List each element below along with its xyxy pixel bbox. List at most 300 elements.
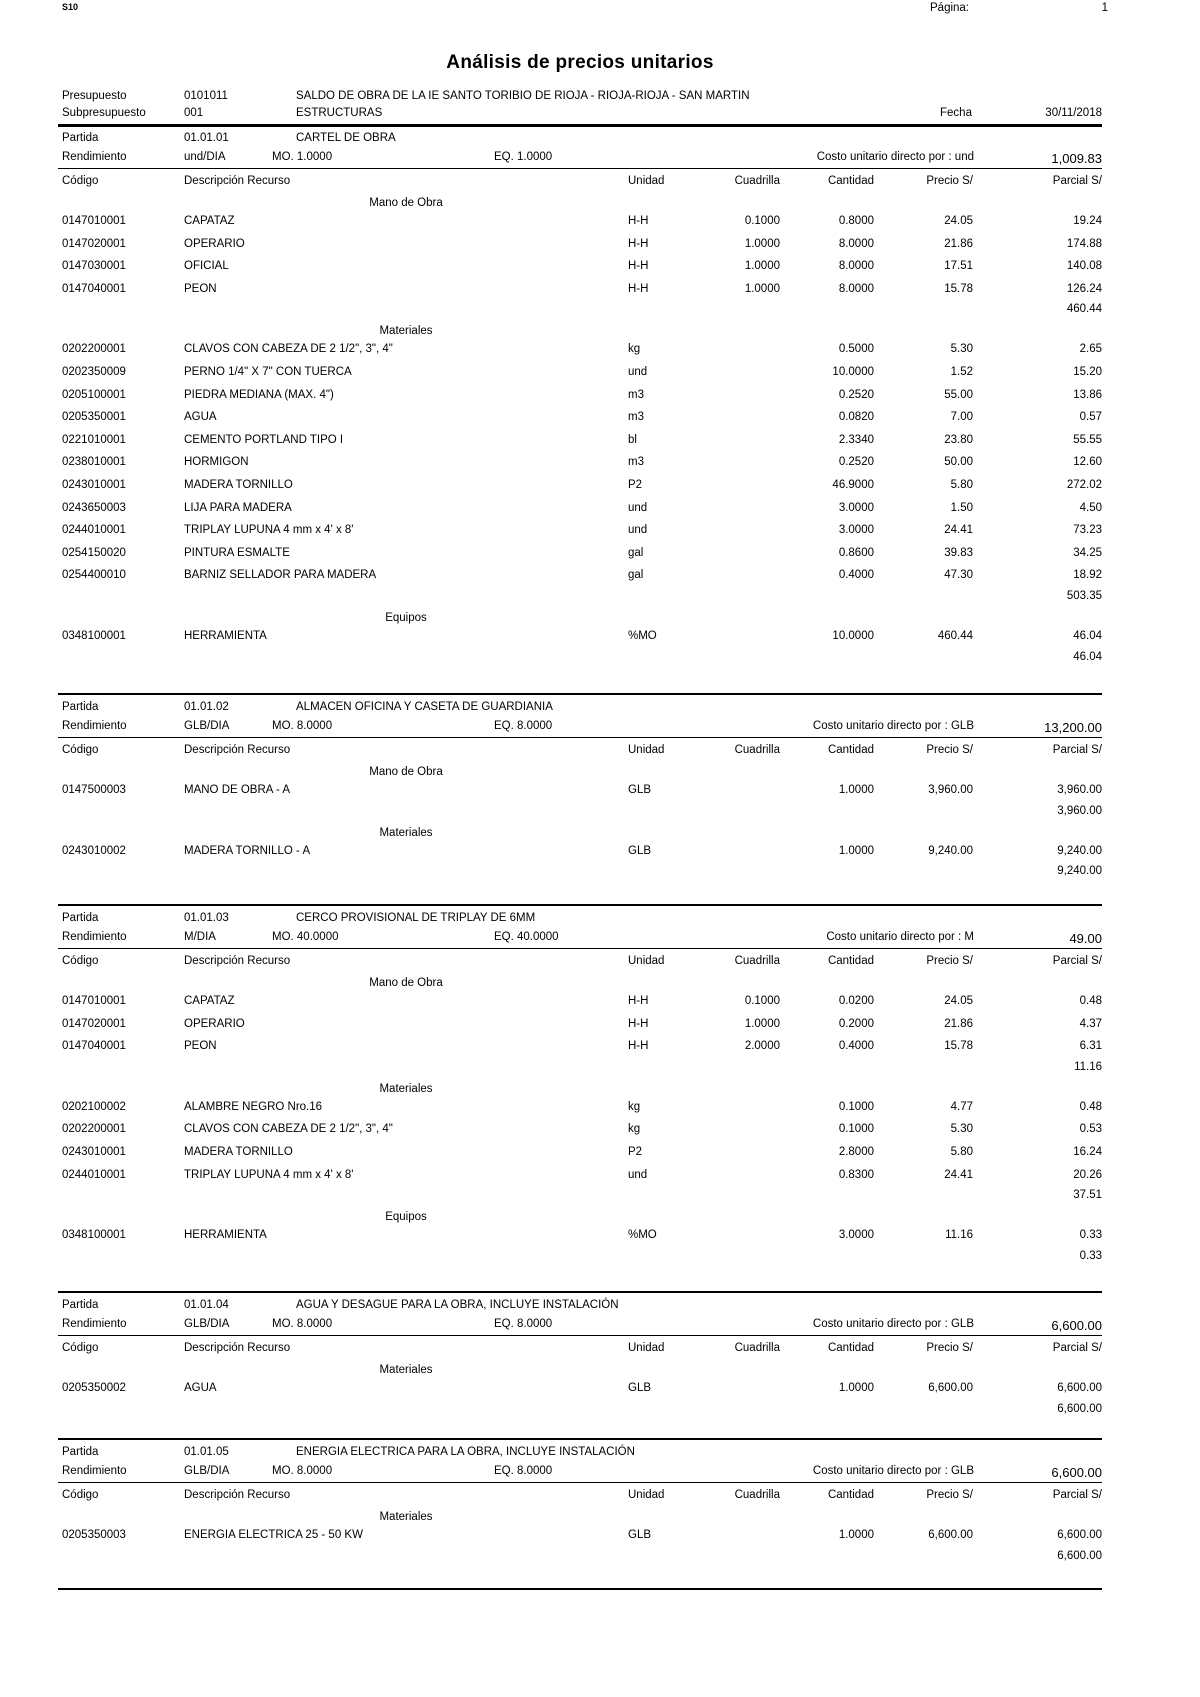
group-heading: Equipos <box>385 1211 427 1224</box>
resource-cantidad: 3.0000 <box>838 1229 874 1242</box>
partida-code: 01.01.02 <box>184 701 229 713</box>
partida-label: Partida <box>62 912 99 924</box>
resource-code: 0147040001 <box>62 1040 126 1053</box>
resource-code: 0348100001 <box>62 630 126 642</box>
group-subtotal: 0.33 <box>1079 1249 1102 1262</box>
rendimiento-unit: GLB/DIA <box>184 1465 230 1477</box>
resource-cantidad: 3.0000 <box>838 524 874 537</box>
group-subtotal: 9,240.00 <box>1057 865 1102 878</box>
resource-description: LIJA PARA MADERA <box>184 501 292 514</box>
costo-label: Costo unitario directo por : GLB <box>812 720 974 732</box>
partida-label: Partida <box>62 701 99 713</box>
resource-cantidad: 0.0820 <box>838 411 874 424</box>
resource-description: AGUA <box>184 1382 217 1394</box>
resource-cantidad: 10.0000 <box>832 630 874 642</box>
costo-value: 49.00 <box>1069 931 1102 946</box>
eq-value: EQ. 8.0000 <box>494 720 553 732</box>
resource-precio: 4.77 <box>950 1100 973 1113</box>
col-unidad: Unidad <box>628 1489 665 1501</box>
mo-value: MO. 40.0000 <box>272 931 339 943</box>
resource-unit: m3 <box>628 388 644 401</box>
group-heading: Materiales <box>379 826 433 839</box>
rendimiento-row <box>0 1465 1200 1481</box>
resource-row <box>0 343 1200 359</box>
resource-code: 0205100001 <box>62 388 126 401</box>
resource-unit: H-H <box>628 282 649 295</box>
group-subtotal: 460.44 <box>1066 303 1102 316</box>
resource-unit: kg <box>628 1100 641 1113</box>
resource-description: MADERA TORNILLO <box>184 479 293 491</box>
partida-label: Partida <box>62 1446 99 1458</box>
resource-unit: m3 <box>628 456 644 469</box>
rendimiento-unit: und/DIA <box>184 151 226 163</box>
resource-code: 0147010001 <box>62 215 126 227</box>
resource-cuadrilla: 1.0000 <box>744 282 780 295</box>
resource-parcial: 0.53 <box>1079 1123 1102 1136</box>
resource-cantidad: 0.1000 <box>838 1123 874 1136</box>
resource-unit: H-H <box>628 215 649 227</box>
partida-name: AGUA Y DESAGUE PARA LA OBRA, INCLUYE INSTALACIÓN <box>296 1299 619 1311</box>
rendimiento-label: Rendimiento <box>62 151 127 163</box>
resource-precio: 6,600.00 <box>928 1382 973 1394</box>
resource-description: CAPATAZ <box>184 215 235 227</box>
partida-label: Partida <box>62 1299 99 1311</box>
partida-code: 01.01.01 <box>184 132 229 144</box>
col-unidad: Unidad <box>628 744 665 756</box>
resource-row <box>0 1101 1200 1117</box>
resource-cantidad: 3.0000 <box>838 501 874 514</box>
resource-description: CLAVOS CON CABEZA DE 2 1/2", 3", 4" <box>184 1123 393 1136</box>
col-cuadrilla: Cuadrilla <box>734 744 780 756</box>
resource-precio: 39.83 <box>944 546 973 559</box>
resource-parcial: 15.20 <box>1073 366 1102 378</box>
resource-unit: H-H <box>628 237 649 250</box>
subpresupuesto-row <box>0 107 1200 123</box>
resource-row <box>0 434 1200 450</box>
resource-row <box>0 260 1200 276</box>
col-cantidad: Cantidad <box>827 1342 874 1354</box>
rendimiento-label: Rendimiento <box>62 720 127 732</box>
resource-parcial: 18.92 <box>1073 569 1102 582</box>
resource-description: PIEDRA MEDIANA (MAX. 4") <box>184 388 334 401</box>
resource-precio: 1.50 <box>950 501 973 514</box>
partida-code: 01.01.04 <box>184 1299 229 1311</box>
resource-cantidad: 1.0000 <box>838 1382 874 1394</box>
costo-value: 6,600.00 <box>1051 1318 1102 1333</box>
resource-parcial: 3,960.00 <box>1057 784 1102 796</box>
rendimiento-label: Rendimiento <box>62 1465 127 1477</box>
resource-unit: %MO <box>628 630 657 642</box>
resource-description: BARNIZ SELLADOR PARA MADERA <box>184 569 377 582</box>
page-number: 1 <box>1101 2 1108 14</box>
resource-code: 0221010001 <box>62 433 126 446</box>
col-codigo: Código <box>62 744 99 756</box>
page-bottom-rule <box>58 1588 1102 1590</box>
resource-code: 0238010001 <box>62 456 126 469</box>
software-mark: S10 <box>62 2 79 12</box>
resource-unit: P2 <box>628 1146 643 1158</box>
eq-value: EQ. 8.0000 <box>494 1465 553 1477</box>
resource-unit: GLB <box>628 1382 652 1394</box>
col-cuadrilla: Cuadrilla <box>734 1489 780 1501</box>
resource-description: MADERA TORNILLO <box>184 1146 293 1158</box>
resource-description: PINTURA ESMALTE <box>184 546 290 559</box>
resource-cantidad: 0.5000 <box>838 343 874 356</box>
resource-description: OPERARIO <box>184 237 245 250</box>
resource-description: TRIPLAY LUPUNA 4 mm x 4' x 8' <box>184 1168 354 1181</box>
costo-value: 1,009.83 <box>1051 151 1102 166</box>
resource-unit: %MO <box>628 1229 657 1242</box>
resource-cantidad: 0.2000 <box>838 1017 874 1030</box>
col-codigo: Código <box>62 1489 99 1501</box>
resource-code: 0205350001 <box>62 411 126 424</box>
group-subtotal: 11.16 <box>1074 1060 1102 1073</box>
resource-cuadrilla: 0.1000 <box>744 995 780 1007</box>
rendimiento-unit: M/DIA <box>184 931 216 943</box>
resource-row <box>0 456 1200 472</box>
mo-value: MO. 8.0000 <box>272 720 333 732</box>
resource-description: OFICIAL <box>184 260 229 273</box>
resource-cuadrilla: 1.0000 <box>744 1017 780 1030</box>
resource-cuadrilla: 1.0000 <box>744 260 780 273</box>
resource-precio: 23.80 <box>944 433 973 446</box>
col-cantidad: Cantidad <box>827 955 874 967</box>
group-heading: Materiales <box>379 325 433 338</box>
partida-top-rule <box>58 693 1102 695</box>
resource-row <box>0 784 1200 800</box>
rendimiento-unit: GLB/DIA <box>184 1318 230 1330</box>
resource-row <box>0 502 1200 518</box>
resource-unit: GLB <box>628 844 652 857</box>
resource-row <box>0 283 1200 299</box>
resource-precio: 15.78 <box>944 282 973 295</box>
resource-row <box>0 366 1200 382</box>
resource-cantidad: 2.8000 <box>838 1146 874 1158</box>
rendimiento-rule <box>58 168 1102 169</box>
resource-precio: 11.16 <box>945 1229 973 1242</box>
resource-parcial: 0.57 <box>1079 411 1102 424</box>
resource-cantidad: 8.0000 <box>838 260 874 273</box>
rendimiento-label: Rendimiento <box>62 1318 127 1330</box>
resource-parcial: 16.24 <box>1073 1146 1102 1158</box>
resource-description: OPERARIO <box>184 1017 245 1030</box>
resource-parcial: 6,600.00 <box>1057 1529 1102 1541</box>
partida-label: Partida <box>62 132 99 144</box>
column-header-row <box>0 955 1200 971</box>
resource-code: 0147010001 <box>62 995 126 1007</box>
costo-value: 13,200.00 <box>1044 720 1102 735</box>
resource-precio: 5.80 <box>950 479 973 491</box>
resource-row <box>0 1146 1200 1162</box>
col-codigo: Código <box>62 1342 99 1354</box>
page-label: Página: <box>930 2 970 14</box>
group-heading: Mano de Obra <box>369 766 443 778</box>
partida-name: ALMACEN OFICINA Y CASETA DE GUARDIANIA <box>296 701 553 713</box>
col-cuadrilla: Cuadrilla <box>734 955 780 967</box>
partida-row <box>0 1299 1200 1315</box>
group-heading: Materiales <box>379 1364 433 1376</box>
resource-row <box>0 1229 1200 1245</box>
resource-cuadrilla: 2.0000 <box>744 1040 780 1053</box>
resource-cantidad: 0.4000 <box>838 1040 874 1053</box>
col-precio: Precio S/ <box>926 1489 973 1501</box>
mo-value: MO. 8.0000 <box>272 1318 333 1330</box>
resource-row <box>0 1123 1200 1139</box>
resource-cantidad: 46.9000 <box>832 479 874 491</box>
resource-row <box>0 524 1200 540</box>
resource-cuadrilla: 0.1000 <box>744 215 780 227</box>
presupuesto-code: 0101011 <box>184 90 228 102</box>
resource-precio: 24.05 <box>944 995 973 1007</box>
partida-code: 01.01.03 <box>184 912 229 924</box>
resource-description: HORMIGON <box>184 456 249 469</box>
group-subtotal: 503.35 <box>1066 590 1102 602</box>
resource-row <box>0 1529 1200 1545</box>
resource-parcial: 19.24 <box>1073 215 1102 227</box>
col-unidad: Unidad <box>628 1342 665 1354</box>
resource-precio: 24.41 <box>944 524 973 537</box>
column-header-row <box>0 175 1200 191</box>
resource-unit: gal <box>628 546 644 559</box>
resource-precio: 7.00 <box>950 411 973 424</box>
resource-parcial: 2.65 <box>1079 343 1102 356</box>
col-descripcion: Descripción Recurso <box>184 744 291 756</box>
resource-description: AGUA <box>184 411 217 424</box>
page-header <box>0 2 1200 20</box>
resource-code: 0348100001 <box>62 1229 126 1242</box>
rendimiento-rule <box>58 948 1102 949</box>
col-cuadrilla: Cuadrilla <box>734 175 780 187</box>
rendimiento-row <box>0 720 1200 736</box>
resource-row <box>0 1018 1200 1034</box>
resource-parcial: 0.33 <box>1079 1229 1102 1242</box>
resource-precio: 460.44 <box>937 630 973 642</box>
resource-code: 0147030001 <box>62 260 126 273</box>
resource-precio: 24.41 <box>944 1168 973 1181</box>
col-descripcion: Descripción Recurso <box>184 175 291 187</box>
resource-row <box>0 479 1200 495</box>
col-precio: Precio S/ <box>926 744 973 756</box>
subpresupuesto-label: Subpresupuesto <box>62 107 146 119</box>
resource-code: 0147020001 <box>62 1017 126 1030</box>
partida-top-rule <box>58 1291 1102 1293</box>
rendimiento-row <box>0 1318 1200 1334</box>
partida-row <box>0 132 1200 148</box>
col-descripcion: Descripción Recurso <box>184 1489 291 1501</box>
partida-row <box>0 1446 1200 1462</box>
eq-value: EQ. 8.0000 <box>494 1318 553 1330</box>
resource-precio: 6,600.00 <box>928 1529 973 1541</box>
resource-row <box>0 845 1200 861</box>
resource-cantidad: 1.0000 <box>838 844 874 857</box>
group-subtotal: 6,600.00 <box>1057 1549 1102 1562</box>
resource-code: 0147040001 <box>62 282 126 295</box>
partida-row <box>0 701 1200 717</box>
resource-row <box>0 995 1200 1011</box>
costo-label: Costo unitario directo por : GLB <box>812 1465 974 1477</box>
col-cantidad: Cantidad <box>827 1489 874 1501</box>
resource-description: CEMENTO PORTLAND TIPO I <box>184 433 344 446</box>
resource-precio: 50.00 <box>944 456 973 469</box>
resource-row <box>0 1382 1200 1398</box>
resource-precio: 15.78 <box>944 1040 973 1053</box>
column-header-row <box>0 1342 1200 1358</box>
resource-unit: kg <box>628 1123 641 1136</box>
resource-precio: 55.00 <box>944 388 973 401</box>
rendimiento-label: Rendimiento <box>62 931 127 943</box>
col-codigo: Código <box>62 955 99 967</box>
resource-code: 0202100002 <box>62 1100 126 1113</box>
group-heading: Equipos <box>385 612 427 624</box>
partida-top-rule <box>58 1438 1102 1440</box>
col-cantidad: Cantidad <box>827 175 874 187</box>
col-precio: Precio S/ <box>926 1342 973 1354</box>
resource-code: 0243010001 <box>62 1146 126 1158</box>
resource-precio: 5.80 <box>950 1146 973 1158</box>
resource-parcial: 4.50 <box>1079 501 1102 514</box>
resource-cantidad: 1.0000 <box>838 1529 874 1541</box>
group-subtotal: 46.04 <box>1073 650 1102 663</box>
resource-parcial: 12.60 <box>1073 456 1102 469</box>
resource-code: 0202200001 <box>62 1123 126 1136</box>
resource-parcial: 126.24 <box>1066 282 1102 295</box>
resource-cantidad: 0.2520 <box>838 456 874 469</box>
col-cantidad: Cantidad <box>827 744 874 756</box>
resource-code: 0254400010 <box>62 569 126 582</box>
resource-row <box>0 1040 1200 1056</box>
resource-precio: 9,240.00 <box>928 844 973 857</box>
resource-description: PEON <box>184 1040 217 1053</box>
resource-cantidad: 2.3340 <box>838 433 874 446</box>
col-codigo: Código <box>62 175 99 187</box>
resource-cuadrilla: 1.0000 <box>744 237 780 250</box>
resource-precio: 1.52 <box>950 366 973 378</box>
resource-cantidad: 0.8600 <box>838 546 874 559</box>
col-parcial: Parcial S/ <box>1052 955 1102 967</box>
resource-parcial: 140.08 <box>1066 260 1102 273</box>
resource-cantidad: 10.0000 <box>832 366 874 378</box>
group-heading: Materiales <box>379 1082 433 1095</box>
rendimiento-row <box>0 931 1200 947</box>
resource-cantidad: 0.8300 <box>838 1168 874 1181</box>
resource-precio: 3,960.00 <box>928 784 973 796</box>
resource-cantidad: 0.0200 <box>838 995 874 1007</box>
resource-row <box>0 547 1200 563</box>
eq-value: EQ. 40.0000 <box>494 931 559 943</box>
resource-description: MANO DE OBRA - A <box>184 784 291 796</box>
resource-code: 0243650003 <box>62 501 126 514</box>
rendimiento-rule <box>58 737 1102 738</box>
resource-precio: 21.86 <box>944 237 973 250</box>
partida-name: ENERGIA ELECTRICA PARA LA OBRA, INCLUYE INSTALACIÓN <box>296 1446 635 1458</box>
resource-code: 0244010001 <box>62 1168 126 1181</box>
resource-unit: GLB <box>628 1529 652 1541</box>
fecha-label: Fecha <box>940 107 972 119</box>
costo-label: Costo unitario directo por : M <box>826 931 974 943</box>
col-descripcion: Descripción Recurso <box>184 1342 291 1354</box>
resource-parcial: 9,240.00 <box>1057 844 1102 857</box>
col-unidad: Unidad <box>628 955 665 967</box>
resource-description: TRIPLAY LUPUNA 4 mm x 4' x 8' <box>184 524 354 537</box>
resource-code: 0254150020 <box>62 546 126 559</box>
resource-unit: und <box>628 366 648 378</box>
presupuesto-label: Presupuesto <box>62 90 127 102</box>
costo-value: 6,600.00 <box>1051 1465 1102 1480</box>
resource-unit: H-H <box>628 1040 649 1053</box>
resource-description: CAPATAZ <box>184 995 235 1007</box>
resource-parcial: 46.04 <box>1073 630 1102 642</box>
resource-row <box>0 215 1200 231</box>
resource-unit: m3 <box>628 411 644 424</box>
costo-label: Costo unitario directo por : und <box>816 151 974 163</box>
resource-description: HERRAMIENTA <box>184 630 267 642</box>
col-precio: Precio S/ <box>926 175 973 187</box>
resource-code: 0202350009 <box>62 366 126 378</box>
presupuesto-name: SALDO DE OBRA DE LA IE SANTO TORIBIO DE RIOJA - RIOJA-RIOJA - SAN MARTIN <box>296 90 750 102</box>
subpresupuesto-name: ESTRUCTURAS <box>296 107 383 119</box>
resource-parcial: 55.55 <box>1073 433 1102 446</box>
resource-unit: und <box>628 501 648 514</box>
resource-cantidad: 0.2520 <box>838 388 874 401</box>
resource-description: CLAVOS CON CABEZA DE 2 1/2", 3", 4" <box>184 343 393 356</box>
group-heading: Mano de Obra <box>369 197 443 209</box>
resource-cantidad: 8.0000 <box>838 282 874 295</box>
resource-description: ALAMBRE NEGRO Nro.16 <box>184 1100 323 1113</box>
resource-cantidad: 0.1000 <box>838 1100 874 1113</box>
resource-precio: 5.30 <box>950 343 973 356</box>
eq-value: EQ. 1.0000 <box>494 151 553 163</box>
resource-unit: H-H <box>628 1017 649 1030</box>
resource-parcial: 0.48 <box>1079 995 1102 1007</box>
resource-row <box>0 630 1200 646</box>
col-parcial: Parcial S/ <box>1052 744 1102 756</box>
resource-description: ENERGIA ELECTRICA 25 - 50 KW <box>184 1529 363 1541</box>
col-parcial: Parcial S/ <box>1052 1489 1102 1501</box>
resource-code: 0147020001 <box>62 237 126 250</box>
subpresupuesto-code: 001 <box>184 107 204 119</box>
col-unidad: Unidad <box>628 175 665 187</box>
rendimiento-row <box>0 151 1200 167</box>
resource-unit: P2 <box>628 479 643 491</box>
group-heading: Mano de Obra <box>369 977 443 989</box>
resource-code: 0243010001 <box>62 479 126 491</box>
group-subtotal: 37.51 <box>1073 1189 1102 1202</box>
resource-row <box>0 389 1200 405</box>
resource-parcial: 6,600.00 <box>1057 1382 1102 1394</box>
partida-code: 01.01.05 <box>184 1446 229 1458</box>
resource-cantidad: 1.0000 <box>838 784 874 796</box>
resource-precio: 47.30 <box>944 569 973 582</box>
resource-parcial: 4.37 <box>1079 1017 1102 1030</box>
resource-parcial: 13.86 <box>1073 388 1102 401</box>
resource-unit: kg <box>628 343 641 356</box>
mo-value: MO. 1.0000 <box>272 151 333 163</box>
resource-parcial: 174.88 <box>1066 237 1102 250</box>
resource-unit: und <box>628 524 648 537</box>
col-parcial: Parcial S/ <box>1052 1342 1102 1354</box>
resource-code: 0202200001 <box>62 343 126 356</box>
rendimiento-rule <box>58 1482 1102 1483</box>
resource-precio: 21.86 <box>944 1017 973 1030</box>
partida-row <box>0 912 1200 928</box>
group-subtotal: 6,600.00 <box>1057 1402 1102 1415</box>
resource-description: PERNO 1/4" X 7" CON TUERCA <box>184 366 352 378</box>
resource-code: 0205350002 <box>62 1382 126 1394</box>
col-precio: Precio S/ <box>926 955 973 967</box>
resource-cantidad: 0.8000 <box>838 215 874 227</box>
resource-parcial: 6.31 <box>1079 1040 1102 1053</box>
resource-unit: und <box>628 1168 648 1181</box>
